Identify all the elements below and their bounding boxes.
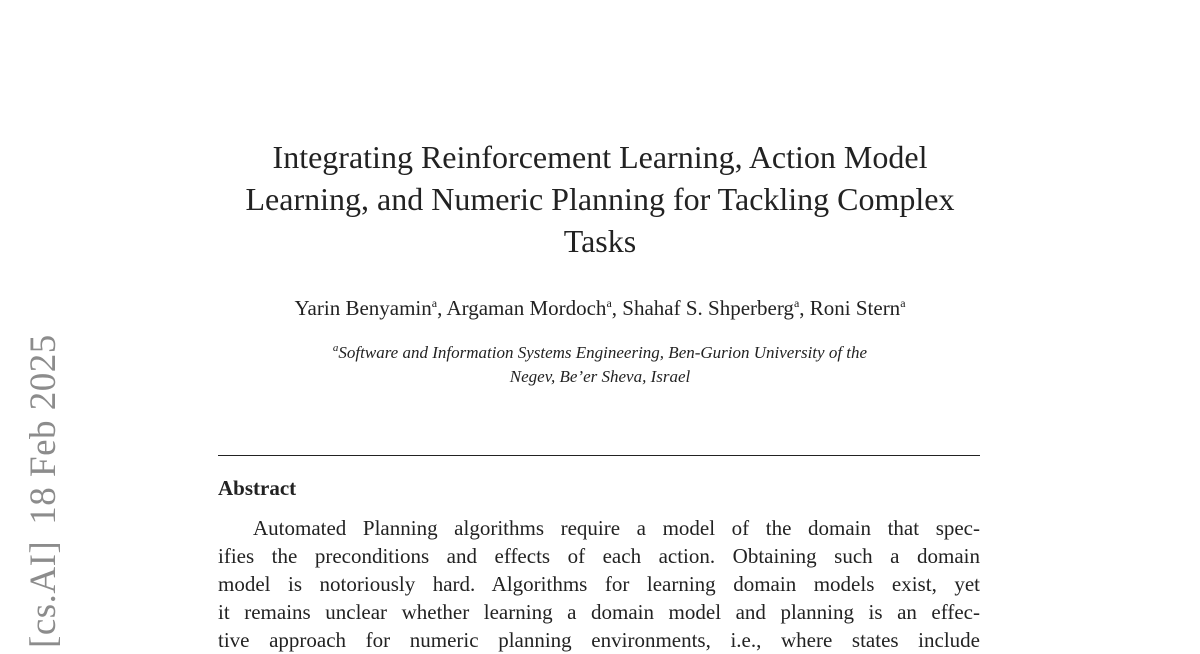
abstract-line: ifies the preconditions and effects of each action. Obtaining such a domain [218, 544, 980, 568]
author-list [200, 294, 1000, 322]
arxiv-sidebar-stamp [22, 334, 65, 648]
abstract-line: model is notoriously hard. Algorithms for learning domain models exist, yet [218, 572, 980, 596]
abstract-heading: Abstract [218, 476, 297, 500]
title-line-3: Tasks [563, 223, 637, 259]
author-separator: , [611, 296, 623, 320]
affiliation-marker: a [332, 342, 339, 354]
affiliation-block [200, 341, 1000, 389]
author-affiliation-marker: a [793, 296, 800, 310]
abstract-line: Automated Planning algorithms require a model of the domain that spec- [253, 516, 980, 540]
author-name: Roni Stern [809, 296, 901, 320]
affiliation-text-1: Software and Information Systems Engineering, Ben-Gurion University of the [338, 343, 868, 362]
abstract-line: it remains unclear whether learning a domain model and planning is an effec- [218, 600, 980, 624]
arxiv-category: [cs.AI] [23, 540, 64, 648]
author-affiliation-marker: a [900, 296, 906, 310]
author-affiliation-marker: a [606, 296, 612, 310]
paper-title [200, 136, 1000, 262]
title-line-2: Learning, and Numeric Planning for Tackling Complex [245, 181, 955, 217]
abstract-line: tive approach for numeric planning environments, i.e., where states include [218, 628, 980, 652]
author-separator: , [437, 296, 447, 320]
author-name: Argaman Mordoch [446, 296, 607, 320]
author-separator: , [799, 296, 810, 320]
affiliation-line-1 [200, 341, 1000, 365]
author-name: Yarin Benyamin [294, 296, 432, 320]
abstract-body [218, 514, 980, 654]
author-name: Shahaf S. Shperberg [622, 296, 794, 320]
author-affiliation-marker: a [431, 296, 438, 310]
section-divider [218, 455, 980, 456]
affiliation-line-2: Negev, Be’er Sheva, Israel [509, 367, 691, 386]
arxiv-date: 18 Feb 2025 [23, 334, 64, 525]
title-line-1: Integrating Reinforcement Learning, Action Model [272, 139, 928, 175]
